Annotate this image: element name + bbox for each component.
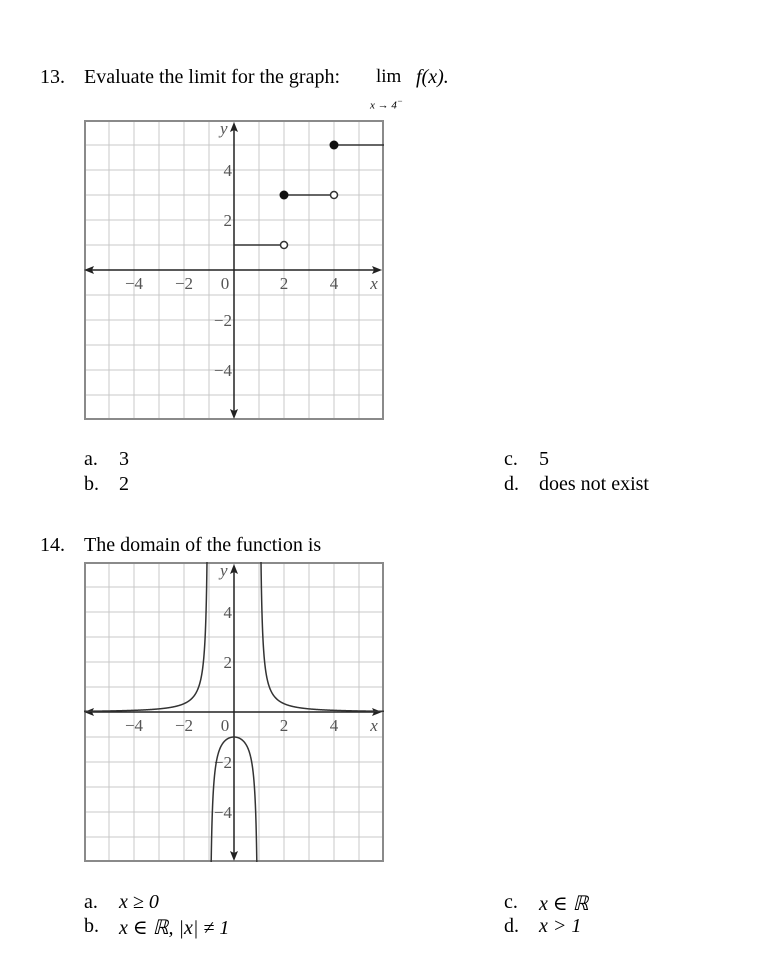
q14-option-a[interactable] (84, 891, 159, 914)
q14-prompt: The domain of the function is (84, 534, 322, 556)
x-tick-label: 0 (220, 274, 230, 293)
q13-option-c[interactable] (504, 448, 549, 471)
y-tick-label: 2 (223, 211, 232, 230)
q13-tick-labels (125, 120, 378, 380)
x-tick-label: −4 (124, 716, 144, 735)
x-tick-label: 4 (329, 716, 339, 735)
y-tick-label: 2 (223, 653, 232, 672)
x-tick-label: 2 (279, 274, 289, 293)
y-tick-label: −2 (213, 753, 232, 772)
y-axis-label: y (220, 562, 228, 580)
q14-option-c-letter: c. (504, 891, 518, 913)
q13-function: f(x). (416, 66, 449, 88)
y-tick-label: −4 (213, 361, 232, 380)
y-tick-label: −2 (213, 311, 232, 330)
q14-axes (84, 564, 382, 861)
closed-endpoint (280, 191, 289, 200)
q13-option-d-text: does not exist (539, 473, 649, 495)
q13-graph (84, 120, 384, 420)
q14-option-c[interactable] (504, 891, 589, 915)
open-endpoint (281, 242, 288, 249)
q13-limit-approach: x → 4 (370, 99, 397, 112)
q13-limit-side: − (396, 96, 403, 106)
x-axis-label: x (370, 274, 378, 293)
q13-option-c-letter: c. (504, 448, 518, 470)
y-tick-label: 4 (223, 161, 232, 180)
open-endpoint (331, 192, 338, 199)
q13-option-d[interactable] (504, 473, 649, 496)
y-axis-label: y (220, 120, 228, 138)
x-tick-label: 2 (279, 716, 289, 735)
q13-limit-subscript (370, 96, 403, 112)
x-axis-label: x (370, 716, 378, 735)
q13-option-a-letter: a. (84, 448, 98, 470)
q13-option-a[interactable] (84, 448, 129, 471)
q14-option-d-letter: d. (504, 915, 519, 937)
q13-prompt: Evaluate the limit for the graph: (84, 66, 341, 88)
q13-option-b[interactable] (84, 473, 129, 496)
q13-option-b-text: 2 (119, 473, 129, 495)
q13-lim-word: lim (376, 66, 402, 87)
q13-option-b-letter: b. (84, 473, 99, 495)
y-tick-label: −4 (213, 803, 232, 822)
q14-option-b-text: x ∈ ℝ, |x| ≠ 1 (119, 917, 230, 939)
q14-number: 14. (40, 534, 65, 556)
q14-option-a-letter: a. (84, 891, 98, 913)
q14-option-b[interactable] (84, 915, 230, 939)
q14-option-c-text: x ∈ ℝ (539, 893, 589, 915)
q13-axes (84, 122, 382, 419)
q13-option-c-text: 5 (539, 448, 549, 470)
q13-option-d-letter: d. (504, 473, 519, 495)
closed-endpoint (330, 141, 339, 150)
x-tick-label: 0 (220, 716, 230, 735)
q14-option-d-text: x > 1 (539, 915, 582, 937)
q14-option-d[interactable] (504, 915, 582, 938)
q14-tick-labels (125, 562, 378, 822)
q13-option-a-text: 3 (119, 448, 129, 470)
q13-number: 13. (40, 66, 65, 88)
x-tick-label: −4 (124, 274, 144, 293)
q14-option-a-text: x ≥ 0 (119, 891, 159, 913)
x-tick-label: 4 (329, 274, 339, 293)
q14-option-b-letter: b. (84, 915, 99, 937)
q14-graph (84, 562, 384, 862)
y-tick-label: 4 (223, 603, 232, 622)
x-tick-label: −2 (174, 274, 194, 293)
x-tick-label: −2 (174, 716, 194, 735)
